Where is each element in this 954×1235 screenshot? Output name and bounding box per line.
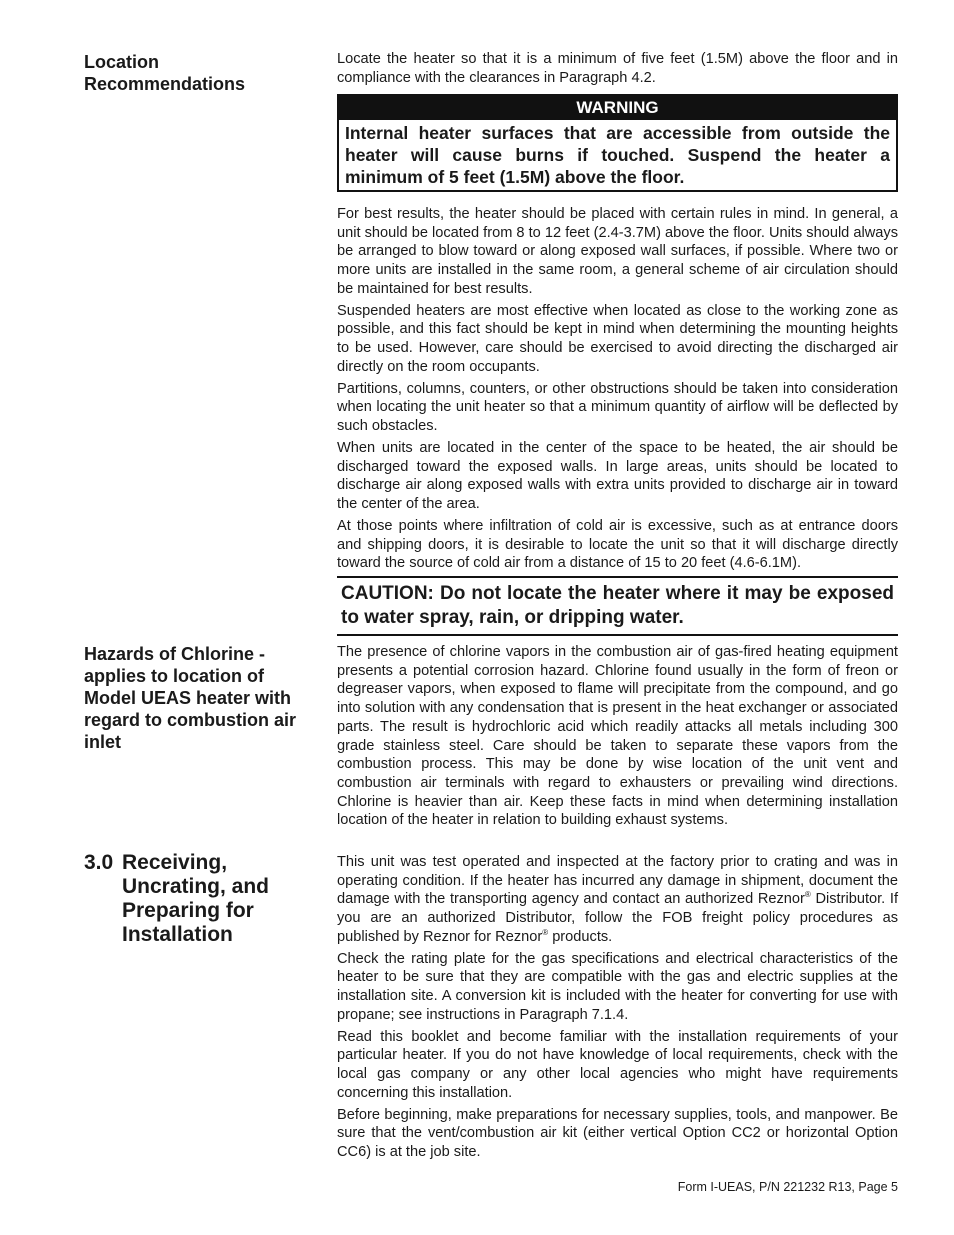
section-3-body (337, 853, 898, 1165)
body-paragraph: Read this booklet and become familiar with the installation requirements of your particular heater. If you do not have knowledge of local requirements, check with the local gas company or any other local agencies who might have requirements concerning this installation. (337, 1028, 898, 1101)
location-body (337, 205, 898, 576)
body-paragraph: Check the rating plate for the gas specifications and electrical characteristics of the heater to be sure that they are compatible with the gas and electric supplies at the installation site. A conversion kit is included with the heater for converting for use with propane; see instructions in Paragraph 7.1.4. (337, 950, 898, 1023)
warning-title: WARNING (339, 96, 896, 120)
heading-line: Recommendations (84, 74, 246, 94)
registered-mark: ® (804, 890, 811, 900)
warning-text: Internal heater surfaces that are accessible from outside the heater will cause burns if touched. Suspend the heater a minimum of 5 feet (1.5M) above the floor. (345, 123, 890, 187)
page-footer: Form I-UEAS, P/N 221232 R13, Page 5 (677, 1180, 898, 1194)
receiving-paragraph (337, 853, 898, 947)
chlorine-body (337, 643, 898, 833)
caution-notice: CAUTION: Do not locate the heater where it may be exposed to water spray, rain, or dripping water. (337, 576, 898, 636)
section-number: 3.0 (84, 851, 114, 874)
heading-line: Location (84, 52, 159, 72)
intro-paragraph: Locate the heater so that it is a minimum of five feet (1.5M) above the floor and in compliance with the clearances in Paragraph 4.2. (337, 51, 898, 86)
warning-box (337, 94, 898, 192)
location-intro (337, 50, 898, 91)
chlorine-paragraph: The presence of chlorine vapors in the combustion air of gas-fired heating equipment presents a potential corrosion hazard. Chlorine found usually in the form of freon or degreaser vapors, when exposed to flame will precipitate from the compound, and go into solution with any condensation that is present in the heat exchanger or associated parts. The result is hydrochloric acid which readily attacks all metals including 300 grade stainless steel. Care should be taken to separate these vapors from the combustion process. This may be done by wise location of the unit vent and combustion air terminals with regard to exhausters or prevailing wind directions. Chlorine is heavier than air. Keep these facts in mind when determining installation location of the heater in relation to building exhaust systems. (337, 644, 898, 829)
chlorine-heading: Hazards of Chlorine - applies to location of Model UEAS heater with regard to combustion air inlet (84, 644, 297, 752)
body-paragraph: Suspended heaters are most effective when located as close to the working zone as possible, and this fact should be kept in mind when determining the mounting heights to be used. However, care should be exercised to avoid directing the discharged air directly on the room occupants. (337, 302, 898, 375)
registered-mark: ® (542, 927, 549, 937)
body-paragraph: For best results, the heater should be placed with certain rules in mind. In general, a unit should be located from 8 to 12 feet (2.4-3.7M) above the floor. Units should always be arranged to blow toward or along exposed wall surfaces, if possible. Where two or more units are installed in the same room, a general scheme of air circulation should be maintained for best results. (337, 206, 898, 297)
section-3-heading (84, 851, 324, 947)
location-recommendations-heading (84, 51, 314, 95)
body-paragraph: At those points where infiltration of cold air is excessive, such as at entrance doors and shipping doors, it is desirable to locate the unit so that it will discharge directly toward the source of cold air from a distance of 15 to 20 feet (4.6-6.1M). (337, 518, 898, 572)
body-paragraph: Before beginning, make preparations for necessary supplies, tools, and manpower. Be sure that the vent/combustion air kit (either vertical Option CC2 or horizontal Option CC6) is at the job site. (337, 1106, 898, 1161)
paragraph-text: This unit was test operated and inspected at the factory prior to crating and was in operating condition. If the heater has incurred any damage in shipment, document the damage with the transporting agency and contact an authorized Reznor (337, 854, 898, 908)
body-paragraph: Partitions, columns, counters, or other obstructions should be taken into consideration when locating the unit heater so that a minimum quantity of airflow will be deflected by such obstacles. (337, 380, 898, 435)
section-title: Receiving, Uncrating, and Preparing for Installation (122, 851, 270, 946)
paragraph-text: products. (548, 928, 613, 945)
paragraph-text: Distributor. If you are an authorized Distributor, follow the FOB freight policy procedures as published by Reznor for Reznor (337, 891, 898, 945)
body-paragraph: When units are located in the center of the space to be heated, the air should be discharged toward the exposed walls. In large areas, units should be located to discharge air along exposed walls with extra units provided to discharge air in toward the center of the area. (337, 440, 898, 513)
